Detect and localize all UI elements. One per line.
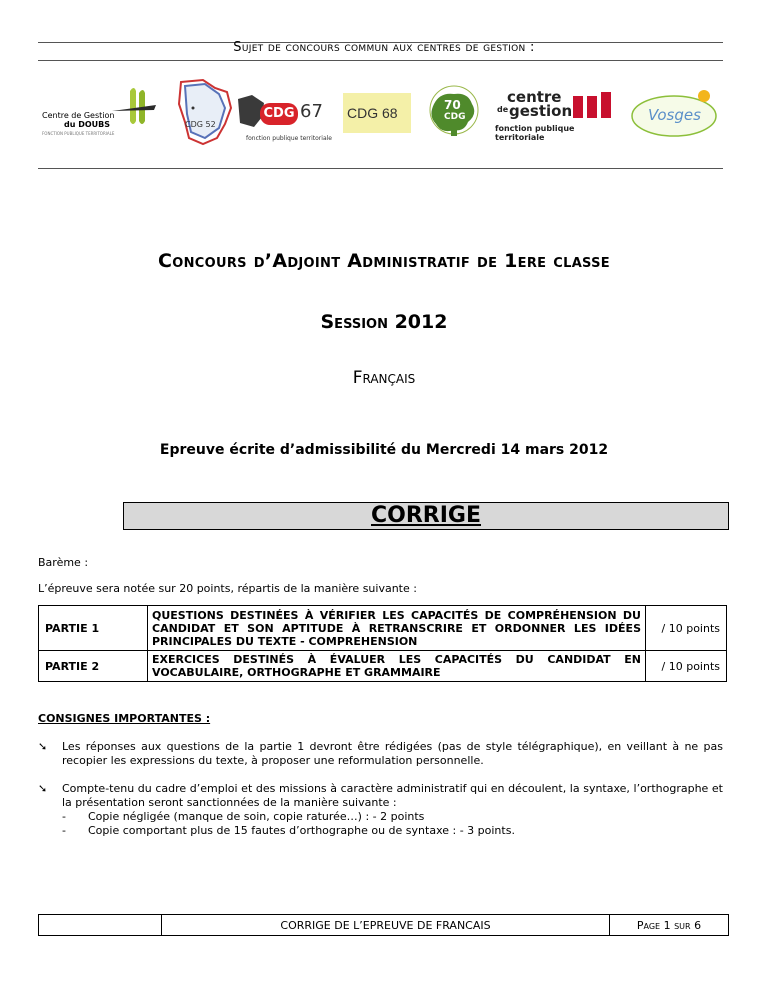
saone-bar3 xyxy=(601,92,611,118)
header-subtitle: Sujet de concours commun aux centres de gestion : xyxy=(233,40,535,55)
cdg52-map-icon xyxy=(175,78,235,146)
logo-cdg52 xyxy=(175,78,235,146)
cdg67-caption: fonction publique territoriale xyxy=(246,135,332,142)
part-points: / 10 points xyxy=(646,606,727,651)
consigne-item xyxy=(38,740,723,768)
header-rule xyxy=(38,60,723,61)
doubs-line3: FONCTION PUBLIQUE TERRITORIALE xyxy=(42,131,115,136)
exam-title: Concours d’Adjoint Administratif de 1ere classe xyxy=(158,250,610,272)
grading-table xyxy=(38,605,727,682)
bareme-label: Barème : xyxy=(38,556,89,569)
cdg67-number: 67 xyxy=(300,101,323,122)
cdg70-label: CDG xyxy=(444,112,466,122)
page-number: Page 1 sur 6 xyxy=(636,918,702,932)
doubs-line1: Centre de Gestion xyxy=(42,111,115,120)
vosges-label: Vosges xyxy=(648,106,701,124)
table-row xyxy=(39,606,727,651)
part-label: PARTIE 1 xyxy=(39,606,148,651)
corrige-banner xyxy=(123,502,729,530)
part-label: PARTIE 2 xyxy=(39,651,148,682)
table-row xyxy=(39,651,727,682)
consigne-item xyxy=(38,782,723,838)
bareme-intro: L’épreuve sera notée sur 20 points, répartis de la manière suivante : xyxy=(38,582,417,595)
saone-line3: gestion xyxy=(509,102,573,120)
subject-title: Français xyxy=(352,368,416,388)
cdg52-label: CDG 52 xyxy=(185,120,216,129)
doubs-line2: du DOUBS xyxy=(64,120,111,129)
corrige-label: CORRIGE xyxy=(371,503,481,528)
consigne-text: Compte-tenu du cadre d’emploi et des missions à caractère administratif qui en découlent, la syntaxe, l’orthographe et la présentation seront sanctionnées de la manière suivante : xyxy=(62,782,723,809)
epreuve-date: Epreuve écrite d’admissibilité du Mercredi 14 mars 2012 xyxy=(159,442,609,458)
logo-cdg67 xyxy=(236,95,336,145)
consignes-heading: CONSIGNES IMPORTANTES : xyxy=(38,712,211,725)
logo-cdg-doubs xyxy=(42,85,160,137)
part-points: / 10 points xyxy=(646,651,727,682)
arrow-bullet-icon: ➘ xyxy=(38,782,48,795)
consigne-subitem: - Copie comportant plus de 15 fautes d’orthographe ou de syntaxe : - 3 points. xyxy=(62,824,515,837)
footer-center: CORRIGE DE L’EPREUVE DE FRANCAIS xyxy=(161,915,610,935)
cdg68-label: CDG 68 xyxy=(347,105,398,121)
arrow-bullet-icon: ➘ xyxy=(38,740,48,753)
consigne-subitem: - Copie négligée (manque de soin, copie raturée…) : - 2 points xyxy=(62,810,425,823)
logo-cdg68 xyxy=(343,93,411,133)
logo-vosges xyxy=(630,84,720,138)
logos-rule xyxy=(38,168,723,169)
part-description: EXERCICES DESTINÉS À ÉVALUER LES CAPACITÉS DU CANDIDAT EN VOCABULAIRE, ORTHOGRAPHE ET GRAMMAIRE xyxy=(148,651,646,682)
session-title: Session 2012 xyxy=(320,311,448,333)
footer-left xyxy=(39,915,161,935)
saone-bar2 xyxy=(587,96,597,118)
saone-bar1 xyxy=(573,96,583,118)
saone-line1: centre xyxy=(507,88,562,106)
cdg70-number: 70 xyxy=(444,98,461,112)
consigne-text: Les réponses aux questions de la partie 1 devront être rédigées (pas de style télégraphique), en veillant à ne pas recopier les expressions du texte, à proposer une reformulation personnelle. xyxy=(62,740,723,767)
logo-saone-et-loire xyxy=(495,88,620,142)
cdg67-badge: CDG xyxy=(260,103,298,125)
saone-line2: de xyxy=(497,105,509,114)
logo-cdg70 xyxy=(420,84,484,140)
saone-caption: fonction publique territoriale xyxy=(495,124,575,142)
page-footer xyxy=(38,914,729,936)
part-description: QUESTIONS DESTINÉES À VÉRIFIER LES CAPACITÉS DE COMPRÉHENSION DU CANDIDAT ET SON APTITUDE À RETRANSCRIRE ET ORDONNER LES IDÉES PRINCIPALES DU TEXTE - COMPREHENSION xyxy=(148,606,646,651)
